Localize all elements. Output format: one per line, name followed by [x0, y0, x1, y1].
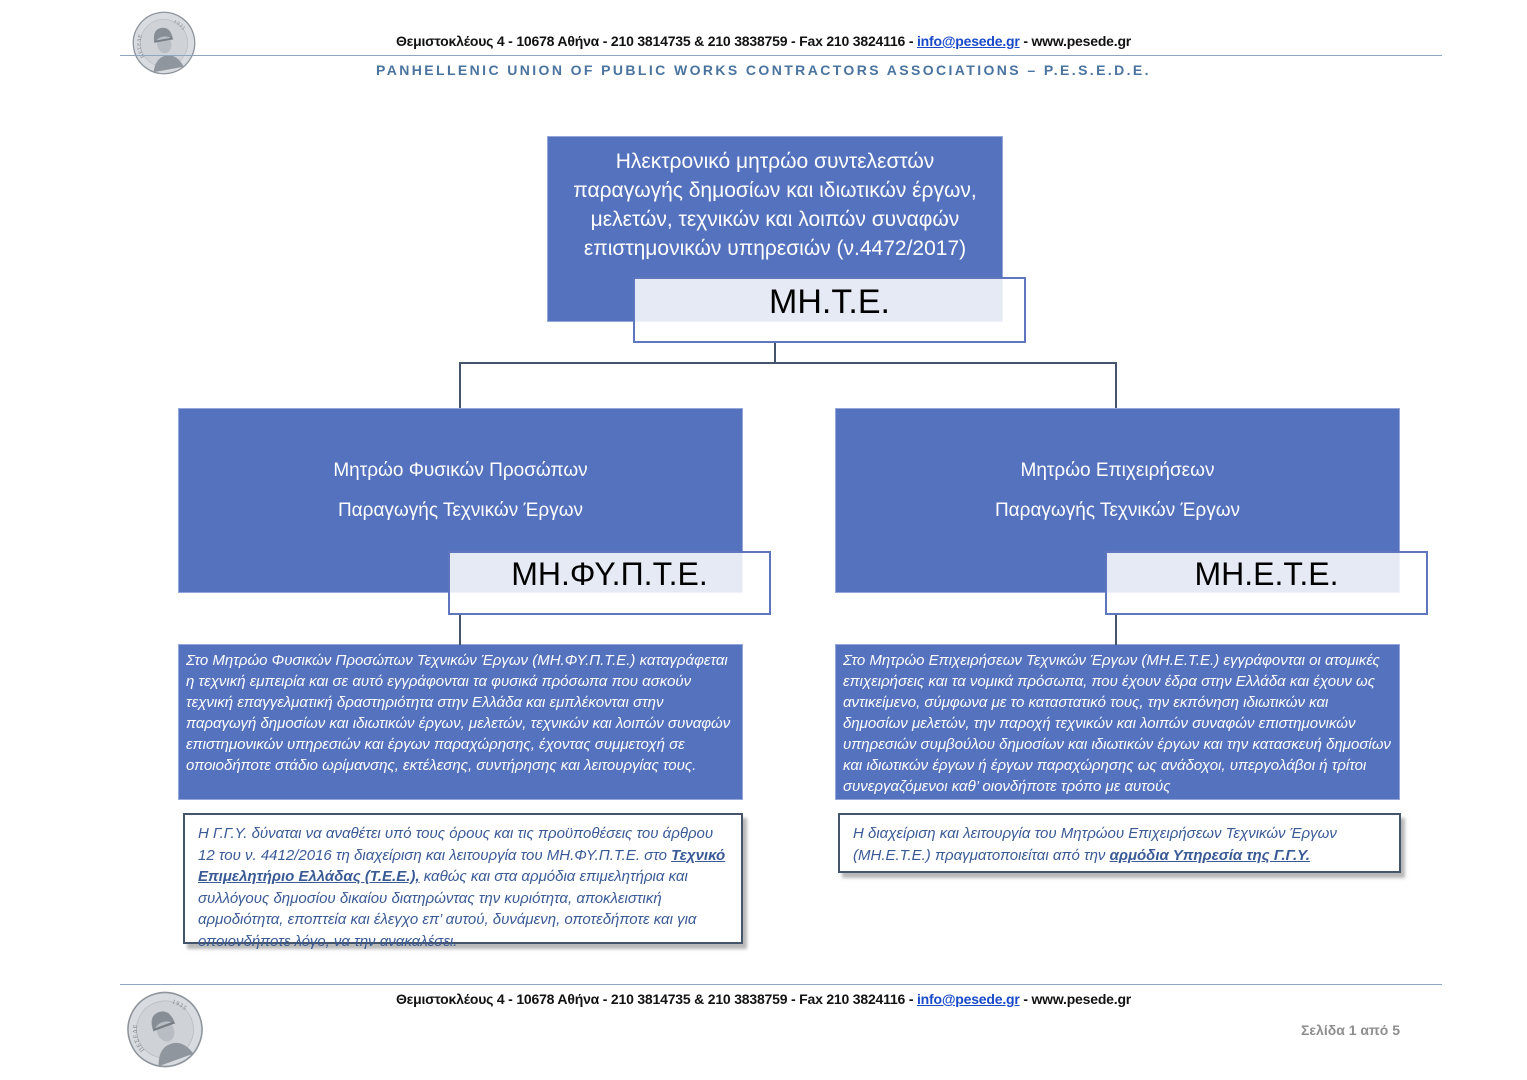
- left-description-text: Στο Μητρώο Φυσικών Προσώπων Τεχνικών Έργων (ΜΗ.ΦΥ.Π.Τ.Ε.) καταγράφεται η τεχνική εμπειρία και σε αυτό εγγράφονται τα φυσικά πρόσωπα που ασκούν τεχνική επαγγελματική δραστηριότητα στην Ελλάδα και εμπλέκονται στην παραγωγή δημοσίων και ιδιωτικών έργων, μελετών, τεχνικών και λοιπών συναφών επιστημονικών υπηρεσιών και έργων παραχώρησης, έχοντας συμμετοχή σε οποιοδήποτε στάδιο ωρίμανσης, εκτέλεσης, συντήρησης και λειτουργίας τους.: [186, 652, 731, 774]
- connector-right-vertical-lower: [1115, 614, 1117, 645]
- page-number-total: 5: [1392, 1022, 1400, 1038]
- connector-left-vertical-lower: [459, 614, 461, 645]
- logo-rim-text: ΠΕΣΕΔΕ: [132, 1023, 147, 1053]
- footer-divider: [120, 984, 1442, 985]
- right-branch-title: [836, 409, 1399, 531]
- right-note-box: [838, 813, 1401, 873]
- contact-prefix: Θεμιστοκλέους 4 - 10678 Αθήνα - 210 3814735 & 210 3838759 - Fax 210 3824116 -: [395, 33, 917, 49]
- left-note-text-after: καθώς και στα αρμόδια επιμελητήρια και συλλόγους δημοσίου δικαίου διατηρώντας την κυριότητα, αποκλειστική αρμοδιότητα, εποπτεία και έλεγχο επ’ αυτού, δυνάμενη, οποτεδήποτε και για οποιονδήποτε λόγο, να την ανακαλέσει.: [198, 868, 697, 950]
- contact-suffix: - www.pesede.gr: [1019, 33, 1132, 49]
- right-branch-title-line2: Παραγωγής Τεχνικών Έργων: [994, 500, 1241, 521]
- connector-right-vertical: [1115, 362, 1117, 408]
- left-branch-title: [179, 409, 742, 531]
- logo-rim-text: ΠΕΣΕΔΕ: [136, 33, 145, 55]
- logo-year-text: 1935: [172, 18, 187, 32]
- page-number: [1240, 1022, 1400, 1038]
- connector-left-vertical: [459, 362, 461, 408]
- root-acronym-box: [633, 277, 1026, 343]
- page-number-current: 1: [1348, 1022, 1357, 1038]
- footer-email-link[interactable]: info@pesede.gr: [916, 991, 1020, 1007]
- left-branch-title-line1: Μητρώο Φυσικών Προσώπων: [333, 460, 588, 481]
- right-description-box: [835, 644, 1400, 800]
- right-acronym-label: ΜΗ.Ε.Τ.Ε.: [1194, 556, 1339, 592]
- connector-root-vertical: [774, 343, 776, 364]
- left-description-box: [178, 644, 743, 800]
- left-note-box: [183, 813, 743, 950]
- right-description-text: Στο Μητρώο Επιχειρήσεων Τεχνικών Έργων (ΜΗ.Ε.Τ.Ε.) εγγράφονται οι ατομικές επιχειρήσεις και τα νομικά πρόσωπα, που έχουν έδρα στην Ελλάδα και έχουν ως αντικείμενο, σύμφωνα με το καταστατικό τους, την εκπόνηση ιδιωτικών και δημοσίων μελετών, την παροχή τεχνικών και λοιπών συναφών επιστημονικών υπηρεσιών συμβούλου δημοσίων και ιδιωτικών έργων και την κατασκευή δημοσίων και ιδιωτικών έργων ή έργων παραχώρησης ως ανάδοχοι, υπεργολάβοι ή τρίτοι συνεργαζόμενοι καθ’ οιονδήποτε τρόπο με αυτούς: [843, 652, 1391, 795]
- header-divider: [120, 55, 1442, 56]
- page-number-prefix: Σελίδα: [1301, 1022, 1345, 1038]
- ggy-link[interactable]: αρμόδια Υπηρεσία της Γ.Γ.Υ.: [1109, 846, 1310, 864]
- left-branch-title-line2: Παραγωγής Τεχνικών Έργων: [337, 500, 584, 521]
- right-branch-title-line1: Μητρώο Επιχειρήσεων: [1020, 460, 1215, 481]
- page-number-middle: από: [1360, 1022, 1389, 1038]
- tee-link[interactable]: Τεχνικό Επιμελητήριο Ελλάδας (Τ.Ε.Ε.),: [198, 846, 726, 885]
- connector-horizontal: [459, 362, 1117, 364]
- email-link[interactable]: info@pesede.gr: [916, 33, 1020, 49]
- header-contact-line: [0, 33, 1527, 49]
- right-note-text-before: Η διαχείριση και λειτουργία του Μητρώου Επιχειρήσεων Τεχνικών Έργων (ΜΗ.Ε.Τ.Ε.) πραγματοποιείται από την: [853, 825, 1337, 864]
- right-acronym-box: [1105, 551, 1428, 615]
- left-acronym-box: [448, 551, 771, 615]
- footer-contact-suffix: - www.pesede.gr: [1019, 991, 1132, 1007]
- left-acronym-label: ΜΗ.ΦΥ.Π.Τ.Ε.: [511, 556, 708, 592]
- footer-contact-prefix: Θεμιστοκλέους 4 - 10678 Αθήνα - 210 3814735 & 210 3838759 - Fax 210 3824116 -: [395, 991, 917, 1007]
- root-node-title: Ηλεκτρονικό μητρώο συντελεστών παραγωγής δημοσίων και ιδιωτικών έργων, μελετών, τεχνικών και λοιπών συναφών επιστημονικών υπηρεσιών (ν.4472/2017): [573, 150, 977, 260]
- left-note-text-before: Η Γ.Γ.Υ. δύναται να αναθέτει υπό τους όρους και τις προϋποθέσεις του άρθρου 12 του ν. 4412/2016 τη διαχείριση και λειτουργία του ΜΗ.ΦΥ.Π.Τ.Ε. στο: [198, 825, 714, 864]
- root-acronym-label: ΜΗ.Τ.Ε.: [769, 283, 890, 321]
- footer-contact-line: [0, 991, 1527, 1007]
- logo-year-text: 1935: [171, 999, 188, 1013]
- org-title: PANHELLENIC UNION OF PUBLIC WORKS CONTRACTORS ASSOCIATIONS – P.E.S.E.D.E.: [376, 62, 1151, 78]
